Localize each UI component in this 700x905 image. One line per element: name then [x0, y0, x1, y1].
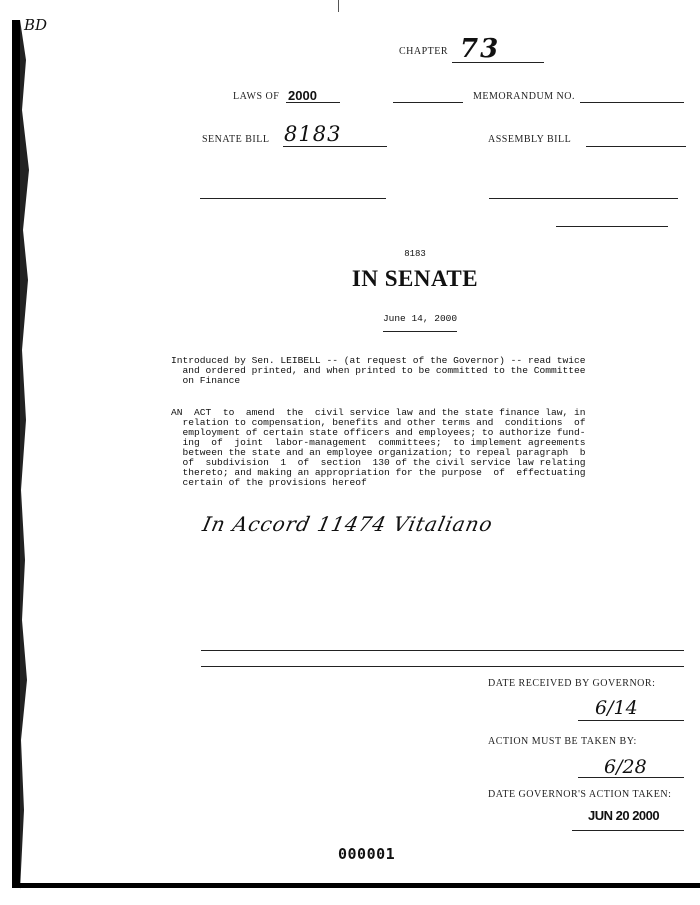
- received-line: [578, 720, 684, 721]
- blank-line-right: [489, 198, 678, 199]
- act-line-4: ing of joint labor-management committees; to implement agreements: [171, 437, 586, 448]
- chapter-line: [452, 62, 544, 63]
- senate-bill-label: SENATE BILL: [202, 134, 270, 145]
- introduced-line-3: on Finance: [171, 375, 241, 386]
- senate-bill-value: 8183: [284, 122, 342, 146]
- act-line-3: employment of certain state officers and employees; to authorize fund-: [171, 427, 586, 438]
- top-tick: [338, 0, 339, 12]
- act-line-6: of subdivision 1 of section 130 of the civil service law relating: [171, 457, 586, 468]
- separator-line-1: [201, 650, 684, 651]
- scan-bottom-edge: [12, 883, 700, 888]
- act-paragraph: [171, 408, 586, 488]
- act-line-1: AN ACT to amend the civil service law and the state finance law, in: [171, 407, 586, 418]
- taken-label: DATE GOVERNOR'S ACTION TAKEN:: [488, 789, 672, 800]
- laws-label: LAWS OF: [233, 91, 280, 102]
- blank-line-short: [556, 226, 668, 227]
- chapter-label: CHAPTER: [399, 46, 449, 57]
- bill-number: 8183: [404, 249, 426, 259]
- bill-date: June 14, 2000: [382, 313, 458, 324]
- act-line-8: certain of the provisions hereof: [171, 477, 367, 488]
- laws-value: 2000: [288, 88, 317, 103]
- chapter-value: 73: [460, 34, 501, 64]
- corner-mark: BD: [24, 16, 48, 34]
- action-line: [578, 777, 684, 778]
- received-value: 6/14: [595, 697, 638, 719]
- act-line-5: between the state and an employee organization; to repeal paragraph b: [171, 447, 586, 458]
- action-value: 6/28: [604, 756, 647, 778]
- received-label: DATE RECEIVED BY GOVERNOR:: [488, 678, 656, 689]
- laws-line: [286, 102, 340, 103]
- separator-line-2: [201, 666, 684, 667]
- taken-value-stamp: JUN 20 2000: [588, 808, 660, 823]
- laws-extra-line: [393, 102, 463, 103]
- memorandum-line: [580, 102, 684, 103]
- taken-line: [572, 830, 684, 831]
- assembly-bill-line: [586, 146, 686, 147]
- act-line-7: thereto; and making an appropriation for the purpose of effectuating: [171, 467, 586, 478]
- action-label: ACTION MUST BE TAKEN BY:: [488, 736, 637, 747]
- introduced-line-1: Introduced by Sen. LEIBELL -- (at request of the Governor) -- read twice: [171, 355, 586, 366]
- date-underline: [383, 331, 457, 332]
- blank-line-left: [200, 198, 386, 199]
- scan-ragged-edge: [20, 20, 38, 890]
- page-number: 000001: [338, 845, 396, 863]
- assembly-bill-label: ASSEMBLY BILL: [488, 134, 572, 145]
- bill-chamber: IN SENATE: [351, 266, 479, 291]
- act-line-2: relation to compensation, benefits and other terms and conditions of: [171, 417, 586, 428]
- introduced-line-2: and ordered printed, and when printed to be committed to the Committee: [171, 365, 586, 376]
- handwritten-note: In Accord 11474 Vitaliano: [200, 512, 496, 536]
- senate-bill-line: [283, 146, 387, 147]
- introduced-paragraph: [171, 356, 586, 386]
- memorandum-label: MEMORANDUM NO.: [473, 91, 576, 102]
- scan-left-edge: [12, 20, 20, 885]
